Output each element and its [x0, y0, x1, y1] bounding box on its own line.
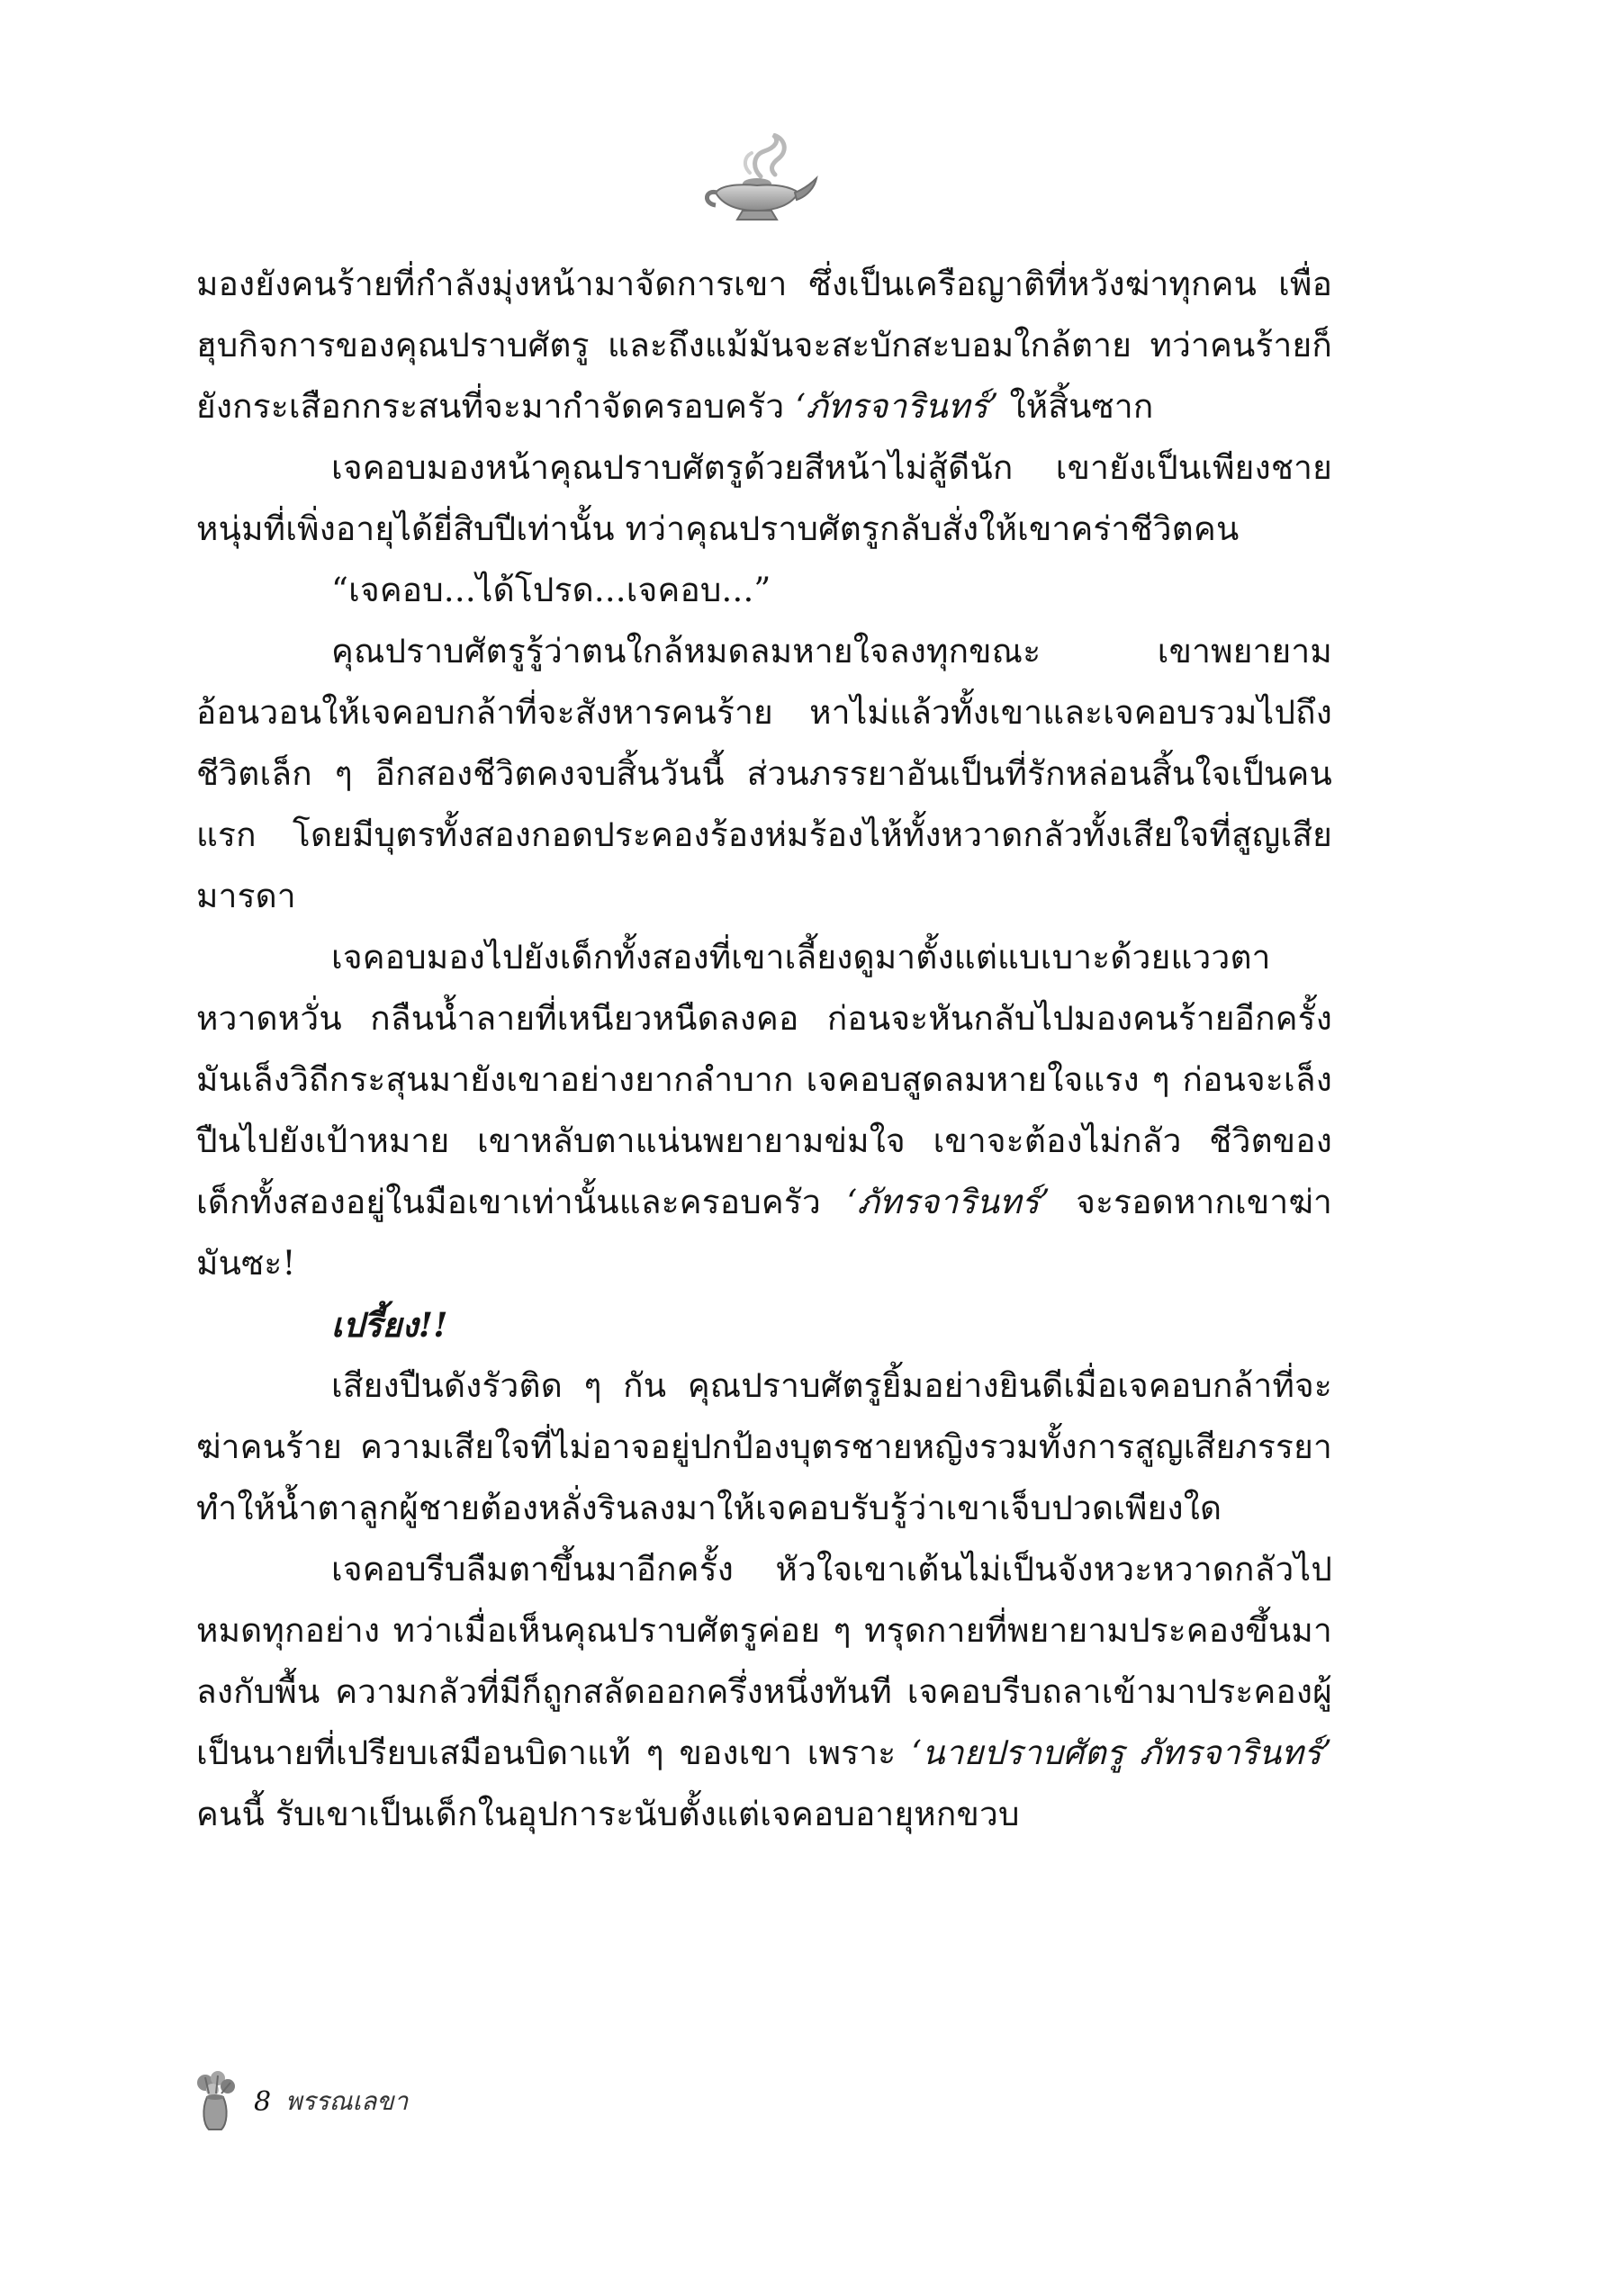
paragraph — [196, 1539, 1332, 1845]
character-name-emphasis: ‘นายปราบศัตรู ภัทรจารินทร์’ — [911, 1733, 1332, 1772]
paragraph-text: คุณปราบศัตรูรู้ว่าตนใกล้หมดลมหายใจลงทุกขณะ เขาพยายามอ้อนวอนให้เจคอบกล้าที่จะสังหารคนร้าย หาไม่แล้วทั้งเขาและเจคอบรวมไปถึงชีวิตเล็ก ๆ อีกสองชีวิตคงจบสิ้นวันนี้ ส่วนภรรยาอันเป็นที่รักหล่อนสิ้นใจเป็นคนแรก โดยมีบุตรทั้งสองกอดประคองร้องห่มร้องไห้ทั้งหวาดกลัวทั้งเสียใจที่สูญเสียมารดา — [196, 632, 1332, 915]
magic-lamp-icon — [698, 133, 819, 228]
family-name-emphasis: ‘ภัทรจารินทร์’ — [795, 387, 999, 426]
paragraph-text: “เจคอบ...ได้โปรด...เจคอบ...” — [331, 571, 771, 609]
paragraph-text: จะรอดหากเขาฆ่ามันซะ! — [196, 1183, 1332, 1283]
paragraph-text: เจคอบรีบลืมตาขึ้นมาอีกครั้ง หัวใจเขาเต้นไม่เป็นจังหวะหวาดกลัวไปหมดทุกอย่าง ทว่าเมื่อเห็นคุณปราบศัตรูค่อย ๆ ทรุดกายที่พยายามประคองขึ้นมาลงกับพื้น ความกลัวที่มีก็ถูกสลัดออกครึ่งหนึ่งทันที เจคอบรีบถลาเข้ามาประคองผู้เป็นนายที่เปรียบเสมือนบิดาแท้ ๆ ของเขา เพราะ — [196, 1550, 1332, 1772]
chapter-body — [196, 254, 1332, 1845]
paragraph-text: คนนี้ รับเขาเป็นเด็กในอุปการะนับตั้งแต่เจคอบอายุหกขวบ — [196, 1795, 1020, 1833]
paragraph-text: มองยังคนร้ายที่กำลังมุ่งหน้ามาจัดการเขา ซึ่งเป็นเครือญาติที่หวังฆ่าทุกคน เพื่อฮุบกิจการของคุณปราบศัตรู และถึงแม้มันจะสะบักสะบอมใกล้ตาย ทว่าคนร้ายก็ยังกระเสือกกระสนที่จะมากำจัดครอบครัว — [196, 265, 1332, 426]
paragraph — [196, 437, 1332, 560]
paragraph — [196, 927, 1332, 1294]
page-number: 8 — [254, 2085, 272, 2118]
paragraph-text: เจคอบมองไปยังเด็กทั้งสองที่เขาเลี้ยงดูมาตั้งแต่แบเบาะด้วยแววตาหวาดหวั่น กลืนน้ำลายที่เหนียวหนืดลงคอ ก่อนจะหันกลับไปมองคนร้ายอีกครั้ง มันเล็งวิถีกระสุนมายังเขาอย่างยากลำบาก เจคอบสูดลมหายใจแรง ๆ ก่อนจะเล็งปืนไปยังเป้าหมาย เขาหลับตาแน่นพยายามข่มใจ เขาจะต้องไม่กลัว ชีวิตของเด็กทั้งสองอยู่ในมือเขาเท่านั้นและครอบครัว — [196, 938, 1332, 1221]
paragraph-text: ให้สิ้นซาก — [998, 387, 1154, 426]
paragraph-text: เจคอบมองหน้าคุณปราบศัตรูด้วยสีหน้าไม่สู้ดีนัก เขายังเป็นเพียงชายหนุ่มที่เพิ่งอายุได้ยี่สิบปีเท่านั้น ทว่าคุณปราบศัตรูกลับสั่งให้เขาคร่าชีวิตคน — [196, 448, 1332, 548]
paragraph-text: เสียงปืนดังรัวติด ๆ กัน คุณปราบศัตรูยิ้มอย่างยินดีเมื่อเจคอบกล้าที่จะฆ่าคนร้าย ความเสียใจที่ไม่อาจอยู่ปกป้องบุตรชายหญิงรวมทั้งการสูญเสียภรรยา ทำให้น้ำตาลูกผู้ชายต้องหลั่งรินลงมาให้เจคอบรับรู้ว่าเขาเจ็บปวดเพียงใด — [196, 1366, 1332, 1527]
page-footer — [189, 2070, 408, 2133]
paragraph — [196, 621, 1332, 927]
family-name-emphasis: ‘ภัทรจารินทร์’ — [846, 1183, 1050, 1221]
running-title: พรรณเลขา — [285, 2086, 409, 2116]
flower-vase-icon — [189, 2070, 241, 2133]
paragraph — [196, 1355, 1332, 1539]
dialogue-line — [196, 560, 1332, 621]
sound-effect-text: เปรี้ยง!! — [331, 1305, 448, 1345]
paragraph — [196, 254, 1332, 437]
sound-effect-line — [196, 1294, 1332, 1355]
